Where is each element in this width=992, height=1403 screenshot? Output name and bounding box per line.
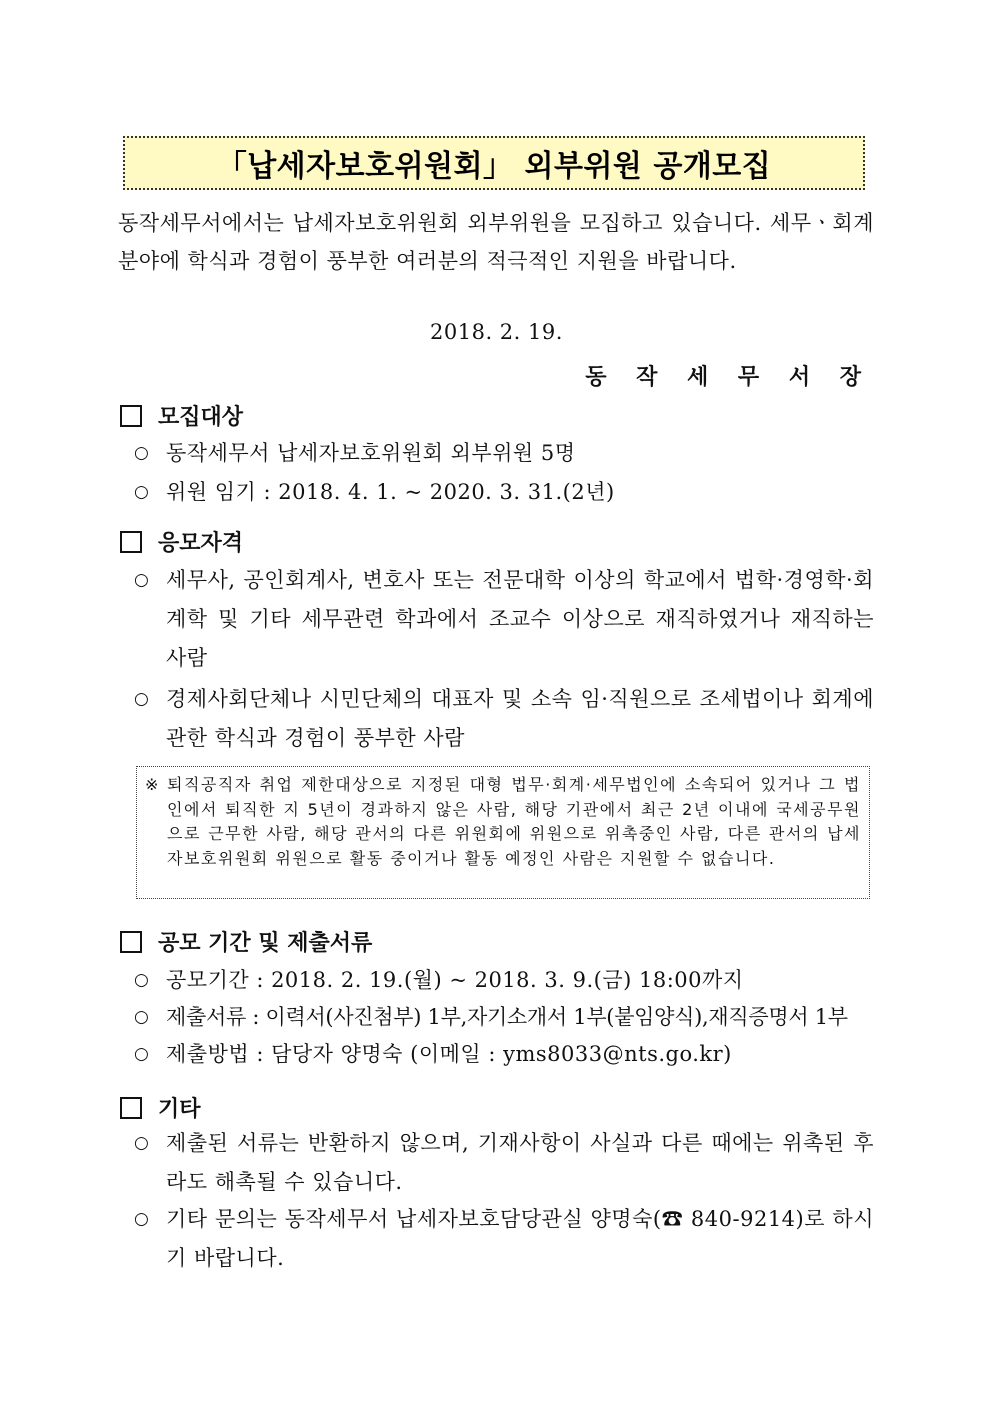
list-item: ○ 동작세무서 납세자보호위원회 외부위원 5명	[134, 434, 874, 473]
circle-bullet-icon: ○	[134, 1044, 149, 1064]
section-title: 공모 기간 및 제출서류	[158, 930, 373, 956]
note-text: 퇴직공직자 취업 제한대상으로 지정된 대형 법무·회계·세무법인에 소속되어 있거나 그 법인에서 퇴직한 지 5년이 경과하지 않은 사람, 해당 기관에서 최근 2년 이내에 국세공무원으로 근무한 사람, 해당 관서의 다른 위원회에 위원으로 위촉중인 사람, 다른 관서의 납세자보호위원회 위원으로 활동 중이거나 활동 예정인 사람은 지원할 수 없습니다.	[167, 775, 861, 868]
section-title: 응모자격	[158, 530, 244, 556]
intro-paragraph: 동작세무서에서는 납세자보호위원회 외부위원을 모집하고 있습니다. 세무ㆍ회계분야에 학식과 경험이 풍부한 여러분의 적극적인 지원을 바랍니다.	[118, 211, 874, 273]
title-box	[123, 136, 865, 190]
list-item: ○ 위원 임기 : 2018. 4. 1. ~ 2020. 3. 31.(2년)	[134, 473, 874, 512]
circle-bullet-icon: ○	[134, 570, 149, 590]
circle-bullet-icon: ○	[134, 482, 149, 502]
section-title: 기타	[158, 1096, 201, 1122]
circle-bullet-icon: ○	[134, 689, 149, 709]
section-heading-period-documents	[120, 926, 372, 957]
circle-bullet-icon: ○	[134, 443, 149, 463]
square-checkbox-icon	[120, 531, 142, 553]
section-heading-recruitment-target	[120, 400, 243, 431]
section-title: 모집대상	[158, 404, 244, 430]
square-checkbox-icon	[120, 1097, 142, 1119]
list-item: ○ 기타 문의는 동작세무서 납세자보호담당관실 양명숙(☎ 840-9214)로 하시기 바랍니다.	[134, 1200, 874, 1278]
square-checkbox-icon	[120, 931, 142, 953]
page-title: 「납세자보호위원회」 외부위원 공개모집	[216, 149, 772, 184]
list-item: ○ 경제사회단체나 시민단체의 대표자 및 소속 임·직원으로 조세법이나 회계에 관한 학식과 경험이 풍부한 사람	[134, 680, 874, 758]
reference-mark-icon: ※	[145, 775, 159, 794]
circle-bullet-icon: ○	[134, 1209, 149, 1229]
list-item: ○ 제출된 서류는 반환하지 않으며, 기재사항이 사실과 다른 때에는 위촉된 후라도 해촉될 수 있습니다.	[134, 1124, 874, 1202]
list-item: ○ 공모기간 : 2018. 2. 19.(월) ~ 2018. 3. 9.(금) 18:00까지	[134, 961, 874, 1000]
square-checkbox-icon	[120, 405, 142, 427]
list-item: ○ 세무사, 공인회계사, 변호사 또는 전문대학 이상의 학교에서 법학·경영학·회계학 및 기타 세무관련 학과에서 조교수 이상으로 재직하였거나 재직하는 사람	[134, 561, 874, 678]
circle-bullet-icon: ○	[134, 1133, 149, 1153]
list-item: ○ 제출서류 : 이력서(사진첨부) 1부,자기소개서 1부(붙임양식),재직증명서 1부	[134, 998, 874, 1037]
list-item: ○ 제출방법 : 담당자 양명숙 (이메일 : yms8033@nts.go.kr)	[134, 1035, 874, 1074]
signer: 동 작 세 무 서 장	[585, 364, 872, 390]
circle-bullet-icon: ○	[134, 970, 149, 990]
notice-date: 2018. 2. 19.	[430, 320, 563, 344]
section-heading-qualifications	[120, 526, 243, 557]
eligibility-note-box	[136, 766, 870, 899]
circle-bullet-icon: ○	[134, 1007, 149, 1027]
section-heading-other	[120, 1092, 201, 1123]
